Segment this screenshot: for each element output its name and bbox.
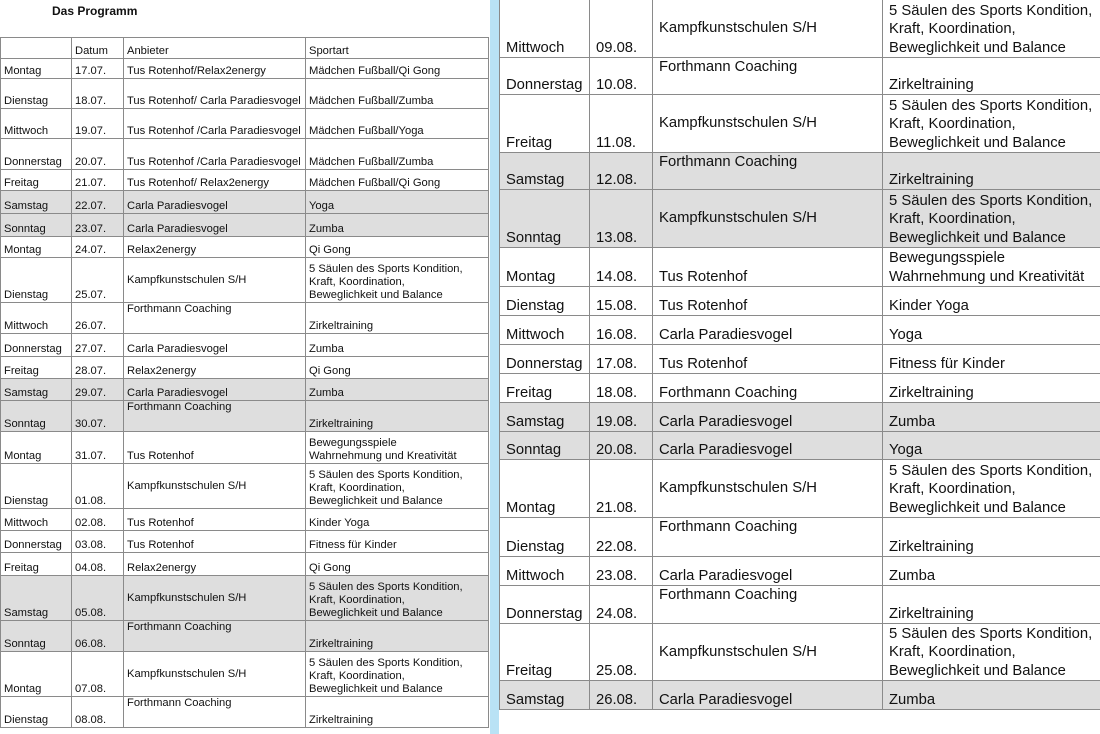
sport-cell [306,258,489,303]
provider-cell: Forthmann Coaching [653,518,883,557]
sport-line: Kraft, Koordination, [889,644,1016,660]
sport-cell [306,553,489,576]
sport-line: Zirkeltraining [309,714,374,726]
day-cell: Donnerstag [500,58,590,95]
table-row [1,432,489,464]
sport-cell [306,531,489,553]
sport-line: Fitness für Kinder [309,539,397,551]
table-row [500,58,1100,95]
table-row [500,460,1100,518]
sport-cell [883,190,1100,248]
date-cell: 10.08. [590,58,653,95]
sport-line: Kinder Yoga [889,297,969,314]
provider-cell: Tus Rotenhof [653,345,883,374]
day-cell: Montag [500,460,590,518]
date-cell: 17.07. [72,59,124,79]
sport-line: Zirkeltraining [889,538,974,555]
sport-line: Zumba [889,567,936,584]
date-cell: 25.07. [72,258,124,303]
date-cell: 19.07. [72,109,124,139]
table-row [1,258,489,303]
sport-cell [883,153,1100,190]
sport-line: 5 Säulen des Sports Kondition, [309,263,463,275]
table-row [500,557,1100,586]
provider-cell: Kampfkunstschulen S/H [653,0,883,58]
sport-line: 5 Säulen des Sports Kondition, [309,469,463,481]
page-divider [490,0,499,734]
date-cell: 03.08. [72,531,124,553]
table-row [500,403,1100,432]
date-cell: 23.08. [590,557,653,586]
table-row [500,432,1100,460]
table-row [1,401,489,432]
sport-line: 5 Säulen des Sports Kondition, [889,625,1093,642]
provider-cell: Forthmann Coaching [653,374,883,403]
sport-line: Fitness für Kinder [889,355,1005,372]
sport-line: Zumba [309,223,344,235]
date-cell: 31.07. [72,432,124,464]
provider-cell: Carla Paradiesvogel [653,316,883,345]
sport-cell [306,334,489,357]
table-row [1,652,489,697]
right-schedule-page [499,0,1100,734]
day-cell: Sonntag [1,401,72,432]
day-cell: Samstag [1,576,72,621]
table-header-row [1,38,489,59]
date-cell: 23.07. [72,214,124,237]
day-cell: Mittwoch [1,303,72,334]
table-row [1,464,489,509]
sport-line: Kraft, Koordination, [889,481,1016,497]
date-cell: 28.07. [72,357,124,379]
header-sport: Sportart [306,38,489,59]
table-row [1,531,489,553]
date-cell: 29.07. [72,379,124,401]
sport-line: Yoga [889,441,923,458]
sport-line: 5 Säulen des Sports Kondition, [309,657,463,669]
day-cell: Montag [1,59,72,79]
provider-cell: Carla Paradiesvogel [124,379,306,401]
sport-cell [883,287,1100,316]
sport-cell [306,59,489,79]
sport-cell [306,697,489,728]
sport-cell [306,139,489,170]
day-cell: Sonntag [1,621,72,652]
date-cell: 09.08. [590,0,653,58]
date-cell: 22.07. [72,191,124,214]
sport-line: 5 Säulen des Sports Kondition, [889,192,1093,209]
table-row [1,357,489,379]
sport-cell [306,357,489,379]
provider-cell: Carla Paradiesvogel [653,432,883,460]
day-cell: Donnerstag [500,345,590,374]
sport-line: Zirkeltraining [309,638,374,650]
date-cell: 19.08. [590,403,653,432]
provider-cell: Forthmann Coaching [653,153,883,190]
provider-cell: Kampfkunstschulen S/H [653,95,883,153]
date-cell: 21.07. [72,170,124,191]
table-row [1,214,489,237]
date-cell: 20.08. [590,432,653,460]
sport-line: Kraft, Koordination, [309,594,405,606]
sport-cell [306,170,489,191]
sport-cell [306,303,489,334]
sport-line: Beweglichkeit und Balance [309,683,443,695]
sport-cell [306,576,489,621]
date-cell: 30.07. [72,401,124,432]
provider-cell: Kampfkunstschulen S/H [124,652,306,697]
date-cell: 24.08. [590,586,653,624]
sport-line: Zumba [309,343,344,355]
provider-cell: Tus Rotenhof [124,531,306,553]
sport-line: Bewegungsspiele [309,437,397,449]
date-cell: 26.08. [590,681,653,710]
sport-line: Kraft, Koordination, [889,211,1016,227]
provider-cell: Forthmann Coaching [124,401,306,432]
sport-line: Kinder Yoga [309,517,370,529]
sport-line: Beweglichkeit und Balance [889,229,1066,246]
date-cell: 07.08. [72,652,124,697]
day-cell: Donnerstag [500,586,590,624]
table-row [1,576,489,621]
day-cell: Samstag [500,403,590,432]
day-cell: Montag [1,652,72,697]
sport-cell [883,460,1100,518]
date-cell: 01.08. [72,464,124,509]
table-row [1,379,489,401]
table-row [1,79,489,109]
sport-line: Beweglichkeit und Balance [889,662,1066,679]
provider-cell: Forthmann Coaching [653,58,883,95]
table-row [1,697,489,728]
day-cell: Sonntag [1,214,72,237]
sport-line: Kraft, Koordination, [889,21,1016,37]
provider-cell: Carla Paradiesvogel [653,403,883,432]
day-cell: Montag [500,248,590,287]
sport-cell [883,557,1100,586]
table-row [1,59,489,79]
date-cell: 22.08. [590,518,653,557]
table-row [1,237,489,258]
date-cell: 06.08. [72,621,124,652]
provider-cell: Tus Rotenhof [124,509,306,531]
sport-cell [306,509,489,531]
provider-cell: Tus Rotenhof [653,248,883,287]
sport-line: Mädchen Fußball/Zumba [309,95,434,107]
left-schedule-page [0,0,490,734]
sport-line: Zirkeltraining [309,418,374,430]
date-cell: 12.08. [590,153,653,190]
header-date: Datum [72,38,124,59]
sport-cell [306,401,489,432]
header-provider: Anbieter [124,38,306,59]
day-cell: Samstag [1,191,72,214]
sport-line: Beweglichkeit und Balance [309,607,443,619]
day-cell: Mittwoch [1,109,72,139]
sport-line: Qi Gong [309,365,351,377]
day-cell: Freitag [1,553,72,576]
provider-cell: Kampfkunstschulen S/H [653,190,883,248]
sport-line: Bewegungsspiele [889,250,1005,266]
sport-cell [306,464,489,509]
day-cell: Dienstag [500,287,590,316]
provider-cell: Carla Paradiesvogel [124,334,306,357]
sport-line: 5 Säulen des Sports Kondition, [889,97,1093,114]
day-cell: Donnerstag [1,334,72,357]
sport-cell [883,432,1100,460]
sport-cell [306,109,489,139]
day-cell: Dienstag [1,79,72,109]
sport-cell [306,652,489,697]
sport-line: Zirkeltraining [889,171,974,188]
schedule-table-left [0,37,489,728]
sport-cell [306,237,489,258]
provider-cell: Forthmann Coaching [124,621,306,652]
provider-cell: Tus Rotenhof /Carla Paradiesvogel [124,139,306,170]
sport-line: Zumba [889,691,936,708]
schedule-table-right [499,0,1100,710]
sport-cell [306,621,489,652]
sport-line: Zirkeltraining [889,76,974,93]
sport-line: Yoga [309,200,335,212]
sport-cell [306,79,489,109]
table-row [500,624,1100,681]
day-cell: Freitag [500,624,590,681]
provider-cell: Carla Paradiesvogel [124,214,306,237]
date-cell: 11.08. [590,95,653,153]
sport-line: Kraft, Koordination, [309,670,405,682]
provider-cell: Forthmann Coaching [653,586,883,624]
day-cell: Freitag [1,170,72,191]
day-cell: Mittwoch [1,509,72,531]
day-cell: Freitag [500,95,590,153]
date-cell: 26.07. [72,303,124,334]
day-cell: Freitag [500,374,590,403]
sport-line: Beweglichkeit und Balance [889,134,1066,151]
table-row [500,586,1100,624]
date-cell: 08.08. [72,697,124,728]
date-cell: 02.08. [72,509,124,531]
date-cell: 16.08. [590,316,653,345]
sport-line: Zirkeltraining [309,320,374,332]
sport-line: 5 Säulen des Sports Kondition, [309,581,463,593]
table-row [1,139,489,170]
date-cell: 18.07. [72,79,124,109]
table-row [1,170,489,191]
sport-cell [306,432,489,464]
provider-cell: Kampfkunstschulen S/H [124,576,306,621]
table-row [1,191,489,214]
day-cell: Mittwoch [500,0,590,58]
sport-line: Beweglichkeit und Balance [889,39,1066,56]
provider-cell: Tus Rotenhof /Carla Paradiesvogel [124,109,306,139]
day-cell: Dienstag [1,464,72,509]
table-row [1,553,489,576]
table-row [1,303,489,334]
sport-line: 5 Säulen des Sports Kondition, [889,2,1093,19]
day-cell: Freitag [1,357,72,379]
day-cell: Montag [1,432,72,464]
date-cell: 25.08. [590,624,653,681]
sport-line: Qi Gong [309,562,351,574]
day-cell: Donnerstag [1,531,72,553]
sport-cell [883,624,1100,681]
table-row [1,109,489,139]
table-row [500,190,1100,248]
table-row [500,287,1100,316]
date-cell: 18.08. [590,374,653,403]
table-row [500,681,1100,710]
sport-cell [883,518,1100,557]
page-title: Das Programm [52,4,138,18]
day-cell: Mittwoch [500,557,590,586]
sport-cell [883,345,1100,374]
table-row [500,374,1100,403]
date-cell: 24.07. [72,237,124,258]
provider-cell: Relax2energy [124,237,306,258]
sport-line: Qi Gong [309,244,351,256]
sport-cell [883,58,1100,95]
sport-cell [883,403,1100,432]
table-row [500,518,1100,557]
provider-cell: Tus Rotenhof/ Carla Paradiesvogel [124,79,306,109]
table-row [1,509,489,531]
sport-cell [883,316,1100,345]
sport-line: Zumba [309,387,344,399]
sport-line: Mädchen Fußball/Yoga [309,125,424,137]
provider-cell: Tus Rotenhof [124,432,306,464]
sport-cell [883,95,1100,153]
provider-cell: Relax2energy [124,553,306,576]
header-day [1,38,72,59]
day-cell: Mittwoch [500,316,590,345]
sport-line: Mädchen Fußball/Qi Gong [309,177,441,189]
day-cell: Samstag [500,153,590,190]
sport-line: 5 Säulen des Sports Kondition, [889,462,1093,479]
provider-cell: Tus Rotenhof/Relax2energy [124,59,306,79]
provider-cell: Tus Rotenhof [653,287,883,316]
day-cell: Samstag [1,379,72,401]
sport-line: Zumba [889,413,936,430]
date-cell: 27.07. [72,334,124,357]
table-row [500,248,1100,287]
sport-line: Beweglichkeit und Balance [309,289,443,301]
table-row [500,95,1100,153]
day-cell: Sonntag [500,432,590,460]
sport-cell [306,379,489,401]
sport-line: Zirkeltraining [889,605,974,622]
date-cell: 13.08. [590,190,653,248]
sport-line: Zirkeltraining [889,384,974,401]
sport-line: Kraft, Koordination, [309,482,405,494]
sport-cell [883,0,1100,58]
table-row [500,0,1100,58]
provider-cell: Kampfkunstschulen S/H [653,624,883,681]
date-cell: 21.08. [590,460,653,518]
day-cell: Samstag [500,681,590,710]
provider-cell: Carla Paradiesvogel [653,557,883,586]
sport-line: Kraft, Koordination, [309,276,405,288]
sport-line: Kraft, Koordination, [889,116,1016,132]
table-row [500,316,1100,345]
provider-cell: Kampfkunstschulen S/H [124,464,306,509]
sport-line: Wahrnehmung und Kreativität [889,268,1085,285]
sport-cell [306,214,489,237]
sport-cell [883,374,1100,403]
provider-cell: Carla Paradiesvogel [124,191,306,214]
sport-line: Mädchen Fußball/Qi Gong [309,65,441,77]
provider-cell: Kampfkunstschulen S/H [124,258,306,303]
table-row [1,334,489,357]
provider-cell: Relax2energy [124,357,306,379]
date-cell: 05.08. [72,576,124,621]
sport-line: Wahrnehmung und Kreativität [309,450,457,462]
day-cell: Dienstag [1,258,72,303]
sport-line: Yoga [889,326,923,343]
sport-cell [883,248,1100,287]
provider-cell: Kampfkunstschulen S/H [653,460,883,518]
table-row [1,621,489,652]
provider-cell: Forthmann Coaching [124,303,306,334]
table-row [500,153,1100,190]
day-cell: Sonntag [500,190,590,248]
day-cell: Dienstag [1,697,72,728]
day-cell: Dienstag [500,518,590,557]
date-cell: 20.07. [72,139,124,170]
sport-cell [306,191,489,214]
provider-cell: Forthmann Coaching [124,697,306,728]
sport-cell [883,586,1100,624]
sport-cell [883,681,1100,710]
provider-cell: Carla Paradiesvogel [653,681,883,710]
date-cell: 17.08. [590,345,653,374]
table-row [500,345,1100,374]
provider-cell: Tus Rotenhof/ Relax2energy [124,170,306,191]
sport-line: Beweglichkeit und Balance [309,495,443,507]
sport-line: Mädchen Fußball/Zumba [309,156,434,168]
day-cell: Montag [1,237,72,258]
date-cell: 04.08. [72,553,124,576]
sport-line: Beweglichkeit und Balance [889,499,1066,516]
date-cell: 14.08. [590,248,653,287]
day-cell: Donnerstag [1,139,72,170]
date-cell: 15.08. [590,287,653,316]
